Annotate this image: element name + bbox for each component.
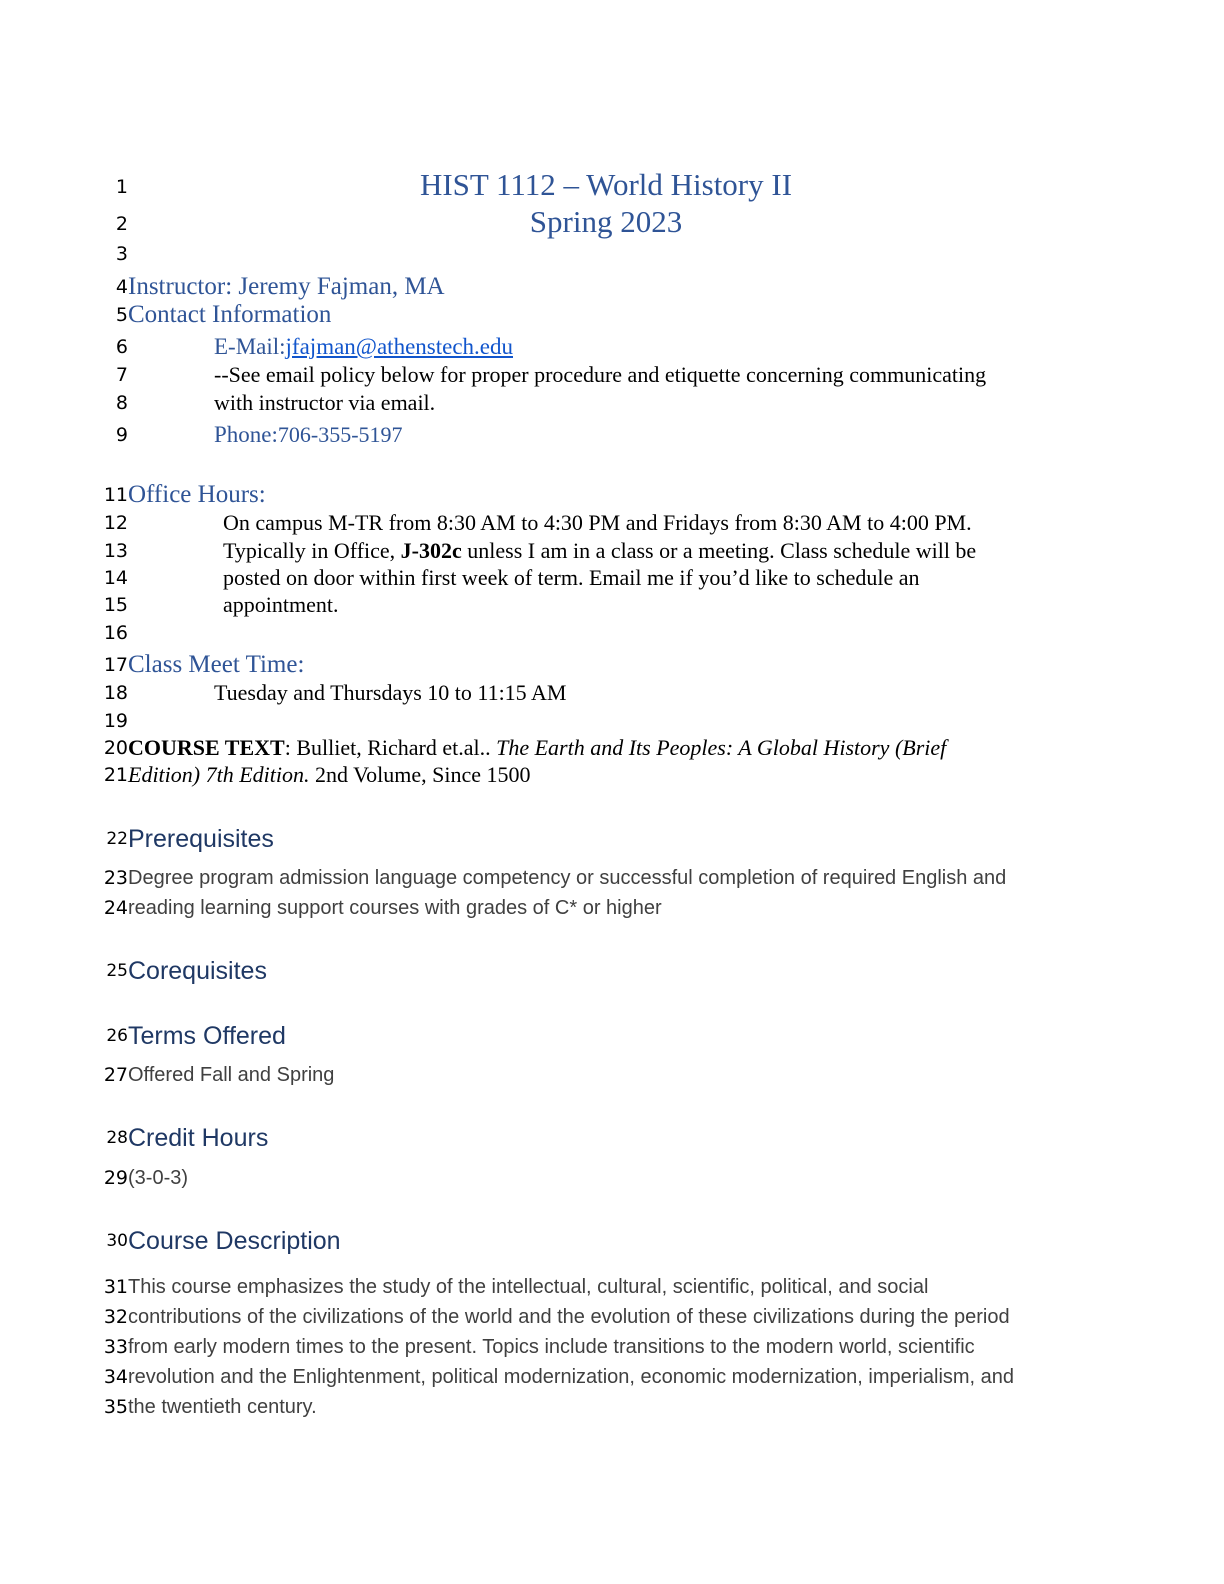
line-25 xyxy=(100,954,267,988)
line-24 xyxy=(100,891,662,925)
line-number: 35 xyxy=(103,1396,128,1418)
line-number: 16 xyxy=(103,622,128,644)
corequisites-heading: Corequisites xyxy=(128,956,267,985)
line-33 xyxy=(100,1330,975,1364)
line-34 xyxy=(100,1360,1014,1394)
line-number: 27 xyxy=(103,1064,128,1086)
course-description-heading: Course Description xyxy=(128,1226,341,1255)
line-15 xyxy=(100,588,338,622)
line-number: 24 xyxy=(103,897,128,919)
email-policy-note: --See email policy below for proper procedure and etiquette concerning communicating xyxy=(214,362,987,387)
line-number: 11 xyxy=(103,484,128,506)
line-number: 20 xyxy=(103,737,128,759)
line-number: 17 xyxy=(103,654,128,676)
line-29 xyxy=(100,1161,188,1195)
email-policy-note-cont: with instructor via email. xyxy=(214,390,436,415)
line-number: 14 xyxy=(103,567,128,589)
line-number: 15 xyxy=(103,594,128,616)
phone-number: 706-355-5197 xyxy=(277,422,403,447)
course-description-text: from early modern times to the present. Topics include transitions to the modern world, scientific xyxy=(128,1335,975,1358)
line-number: 12 xyxy=(103,512,128,534)
line-26 xyxy=(100,1019,286,1053)
line-16 xyxy=(100,616,128,650)
instructor-heading: Instructor: Jeremy Fajman, MA xyxy=(128,273,445,300)
line-number: 25 xyxy=(106,961,128,981)
course-text-author: : Bulliet, Richard et.al.. xyxy=(284,735,497,760)
line-number: 28 xyxy=(106,1128,128,1148)
line-number: 32 xyxy=(103,1306,128,1328)
contact-heading: Contact Information xyxy=(128,301,332,328)
line-30 xyxy=(100,1224,341,1258)
office-hours-heading: Office Hours: xyxy=(128,481,266,508)
course-description-text: the twentieth century. xyxy=(128,1395,317,1418)
credit-hours-text: (3-0-3) xyxy=(128,1166,189,1189)
line-28 xyxy=(100,1121,268,1155)
line-9 xyxy=(100,418,403,452)
prerequisites-text: reading learning support courses with grades of C* or higher xyxy=(128,896,662,919)
email-link[interactable]: jfajman@athenstech.edu xyxy=(285,334,513,359)
class-meet-heading: Class Meet Time: xyxy=(128,651,305,678)
phone-label: Phone: xyxy=(214,422,278,447)
course-description-text: contributions of the civilizations of the world and the evolution of these civilizations during the period xyxy=(128,1305,1010,1328)
line-number: 13 xyxy=(103,540,128,562)
line-8 xyxy=(100,386,435,420)
line-number: 18 xyxy=(103,682,128,704)
line-number: 22 xyxy=(106,829,128,849)
line-number: 8 xyxy=(115,392,128,414)
line-3 xyxy=(100,237,128,271)
line-number: 21 xyxy=(103,764,128,786)
line-32 xyxy=(100,1300,1010,1334)
line-number: 31 xyxy=(103,1276,128,1298)
course-description-text: revolution and the Enlightenment, political modernization, economic modernization, imperialism, and xyxy=(128,1365,1015,1388)
prerequisites-text: Degree program admission language competency or successful completion of required English and xyxy=(128,866,1007,889)
line-number: 29 xyxy=(103,1167,128,1189)
course-description-text: This course emphasizes the study of the intellectual, cultural, scientific, political, and social xyxy=(128,1275,929,1298)
line-number: 6 xyxy=(115,336,128,358)
line-number: 23 xyxy=(103,867,128,889)
line-number: 9 xyxy=(115,424,128,446)
office-hours-text: On campus M-TR from 8:30 AM to 4:30 PM and Fridays from 8:30 AM to 4:00 PM. xyxy=(223,510,972,535)
office-text-pre: Typically in Office, xyxy=(223,538,401,563)
line-27 xyxy=(100,1058,334,1092)
line-5 xyxy=(100,298,331,332)
line-number: 4 xyxy=(115,276,128,298)
line-21 xyxy=(100,758,531,792)
course-text-edition: Edition) 7th Edition. xyxy=(128,762,310,787)
line-23 xyxy=(100,861,1006,895)
line-number: 1 xyxy=(115,176,128,198)
line-number: 7 xyxy=(115,364,128,386)
office-room: J-302c xyxy=(400,538,462,563)
credit-hours-heading: Credit Hours xyxy=(128,1123,269,1152)
office-hours-text: posted on door within first week of term. Email me if you’d like to schedule an xyxy=(223,565,920,590)
class-meet-text: Tuesday and Thursdays 10 to 11:15 AM xyxy=(214,680,567,705)
terms-offered-text: Offered Fall and Spring xyxy=(128,1063,335,1086)
line-number: 34 xyxy=(103,1366,128,1388)
term-title: Spring 2023 xyxy=(529,204,683,239)
line-number: 3 xyxy=(115,243,128,265)
line-number: 2 xyxy=(115,213,128,235)
office-text-post: unless I am in a class or a meeting. Class schedule will be xyxy=(461,538,977,563)
line-18 xyxy=(100,676,566,710)
course-text-label: COURSE TEXT xyxy=(128,735,285,760)
email-label: E-Mail: xyxy=(214,334,286,359)
line-number: 26 xyxy=(106,1026,128,1046)
course-title: HIST 1112 – World History II xyxy=(419,167,793,202)
prerequisites-heading: Prerequisites xyxy=(128,824,274,853)
line-number: 30 xyxy=(106,1231,128,1251)
course-text-volume: 2nd Volume, Since 1500 xyxy=(309,762,531,787)
office-hours-text: appointment. xyxy=(223,592,339,617)
line-35 xyxy=(100,1390,317,1424)
terms-offered-heading: Terms Offered xyxy=(128,1021,286,1050)
line-22 xyxy=(100,822,274,856)
line-31 xyxy=(100,1270,928,1304)
line-number: 19 xyxy=(103,710,128,732)
line-number: 5 xyxy=(115,304,128,326)
course-text-title: The Earth and Its Peoples: A Global History (Brief xyxy=(496,735,947,760)
line-number: 33 xyxy=(103,1336,128,1358)
